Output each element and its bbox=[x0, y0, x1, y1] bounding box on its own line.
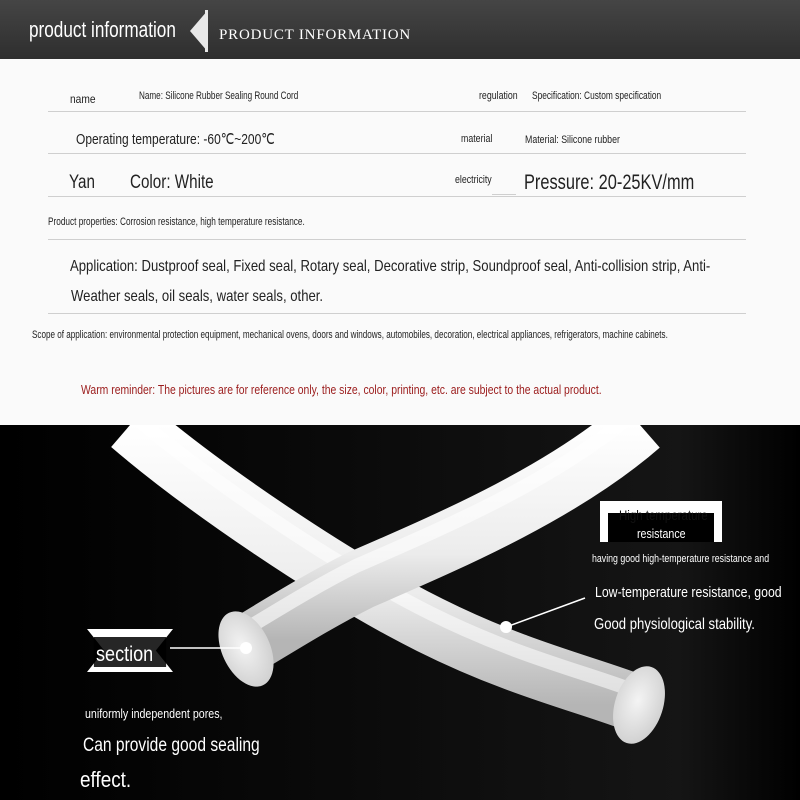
header-banner bbox=[0, 0, 800, 59]
row-divider bbox=[48, 313, 746, 314]
row-divider bbox=[48, 153, 746, 154]
row-divider bbox=[48, 196, 746, 197]
header-title: product information bbox=[29, 17, 176, 42]
spec-panel bbox=[0, 59, 800, 425]
operating-temperature: Operating temperature: -60℃~200℃ bbox=[76, 131, 275, 148]
product-photo bbox=[0, 425, 800, 800]
high-temp-tag-line-2: resistance bbox=[637, 526, 686, 541]
section-tag: section bbox=[96, 643, 154, 666]
header-divider-bar bbox=[205, 10, 208, 52]
color-value: Color: White bbox=[130, 172, 214, 193]
high-temp-desc-3: Good physiological stability. bbox=[594, 616, 755, 633]
high-temp-desc-2: Low-temperature resistance, good bbox=[595, 584, 782, 601]
header-subtitle: PRODUCT INFORMATION bbox=[219, 27, 412, 43]
section-desc-1: uniformly independent pores, bbox=[85, 706, 223, 721]
row-divider bbox=[48, 239, 746, 240]
name-label: name bbox=[70, 92, 96, 106]
material-value: Material: Silicone rubber bbox=[525, 134, 620, 146]
scope-of-application: Scope of application: environmental protection equipment, mechanical ovens, doors and windows, automobiles, decoration, electrical appliances, refrigerators, machine cabinets. bbox=[32, 329, 668, 341]
section-desc-2: Can provide good sealing bbox=[83, 735, 260, 756]
section-desc-3: effect. bbox=[80, 767, 132, 792]
high-temp-tag-line-1: High temperature bbox=[619, 507, 708, 523]
name-value: Name: Silicone Rubber Sealing Round Cord bbox=[139, 90, 299, 102]
product-properties: Product properties: Corrosion resistance, high temperature resistance. bbox=[48, 216, 305, 228]
high-temp-desc-1: having good high-temperature resistance and bbox=[592, 553, 770, 565]
application-line-2: Weather seals, oil seals, water seals, other. bbox=[71, 288, 324, 305]
application-line-1: Application: Dustproof seal, Fixed seal, Rotary seal, Decorative strip, Soundproof seal, Anti-collision strip, Anti- bbox=[70, 258, 711, 275]
warm-reminder: Warm reminder: The pictures are for reference only, the size, color, printing, etc. are subject to the actual product. bbox=[81, 382, 602, 397]
material-label: material bbox=[461, 133, 493, 145]
regulation-label: regulation bbox=[479, 90, 518, 102]
regulation-value: Specification: Custom specification bbox=[532, 90, 662, 102]
pressure-value: Pressure: 20-25KV/mm bbox=[524, 171, 695, 194]
row-divider bbox=[48, 111, 746, 112]
color-label: Yan bbox=[69, 172, 95, 193]
label-underline bbox=[492, 194, 516, 195]
electricity-label: electricity bbox=[455, 174, 492, 186]
